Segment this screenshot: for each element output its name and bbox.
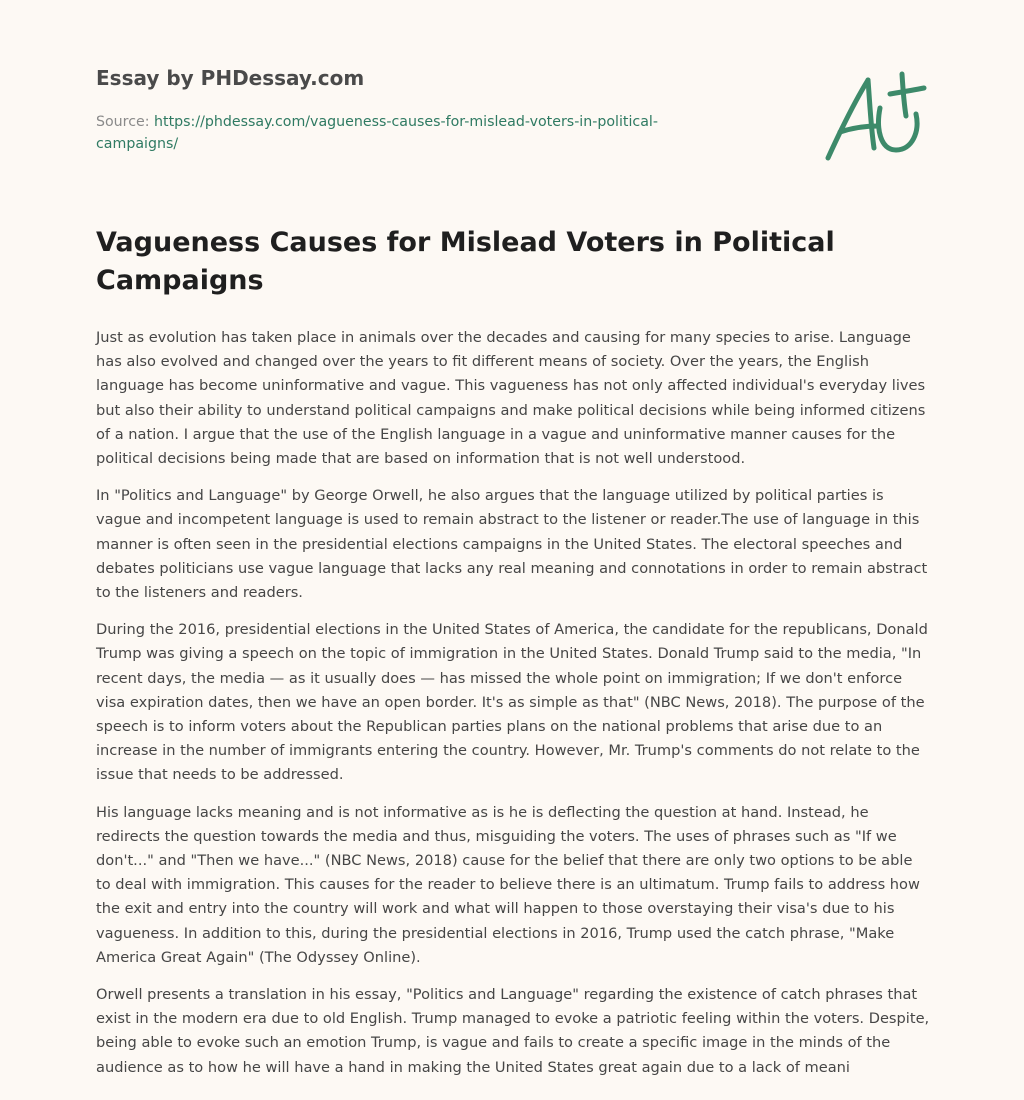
essay-paragraph: In "Politics and Language" by George Orwell, he also argues that the language utilized by political parties is vague and incompetent language is used to remain abstract to the listener or reader.The use of language in this manner is often seen in the presidential elections campaigns in the United States. The electoral speeches and debates politicians use vague language that lacks any real meaning and connotations in order to remain abstract to the listeners and readers. — [96, 487, 928, 602]
source-link[interactable]: https://phdessay.com/vagueness-causes-for-mislead-voters-in-political-campaigns/ — [96, 114, 658, 152]
page-header — [96, 64, 736, 155]
essay-paragraph: Orwell presents a translation in his essay, "Politics and Language" regarding the existence of catch phrases that exist in the modern era due to old English. Trump managed to evoke a patriotic feeling within the voters. Despite, being able to evoke such an emotion Trump, is vague and fails to create a specific image in the minds of the audience as to how he will have a hand in making the United States great again due to a lack of meani — [96, 986, 930, 1076]
source-line — [96, 111, 736, 155]
essay-title: Vagueness Causes for Mislead Voters in Political Campaigns — [96, 227, 835, 296]
essay-paragraph: His language lacks meaning and is not informative as is he is deflecting the question at hand. Instead, he redirects the question towards the media and thus, misguiding the voters. The uses of phrases such as "If we don't..." and "Then we have..." (NBC News, 2018) cause for the belief that there are only two options to be able to deal with immigration. This causes for the reader to believe there is an ultimatum. Trump fails to address how the exit and entry into the country will work and what will happen to those overstaying their visa's due to his vagueness. In addition to this, during the presidential elections in 2016, Trump used the catch phrase, "Make America Great Again" (The Odyssey Online). — [96, 803, 920, 966]
source-label: Source: — [96, 114, 150, 130]
essay-body — [96, 326, 930, 1093]
essay-paragraph: Just as evolution has taken place in animals over the decades and causing for many species to arise. Language has also evolved and changed over the years to fit different means of society. Over the years, the English language has become uninformative and vague. This vagueness has not only affected individual's everyday lives but also their ability to understand political campaigns and make political decisions while being informed citizens of a nation. I argue that the use of the English language in a vague and uninformative manner causes for the political decisions being made that are based on information that is not well understood. — [96, 329, 926, 468]
site-brand: Essay by PHDessay.com — [96, 66, 365, 90]
essay-paragraph: During the 2016, presidential elections in the United States of America, the candidate for the republicans, Donald Trump was giving a speech on the topic of immigration in the United States. Donald Trump said to the media, "In recent days, the media — as it usually does — has missed the whole point on immigration; If we don't enforce visa expiration dates, then we have an open border. It's as simple as that" (NBC News, 2018). The purpose of the speech is to inform voters about the Republican parties plans on the national problems that arise due to an increase in the number of immigrants entering the country. However, Mr. Trump's comments do not relate to the issue that needs to be addressed. — [96, 621, 928, 784]
a-plus-logo-icon — [818, 66, 928, 166]
